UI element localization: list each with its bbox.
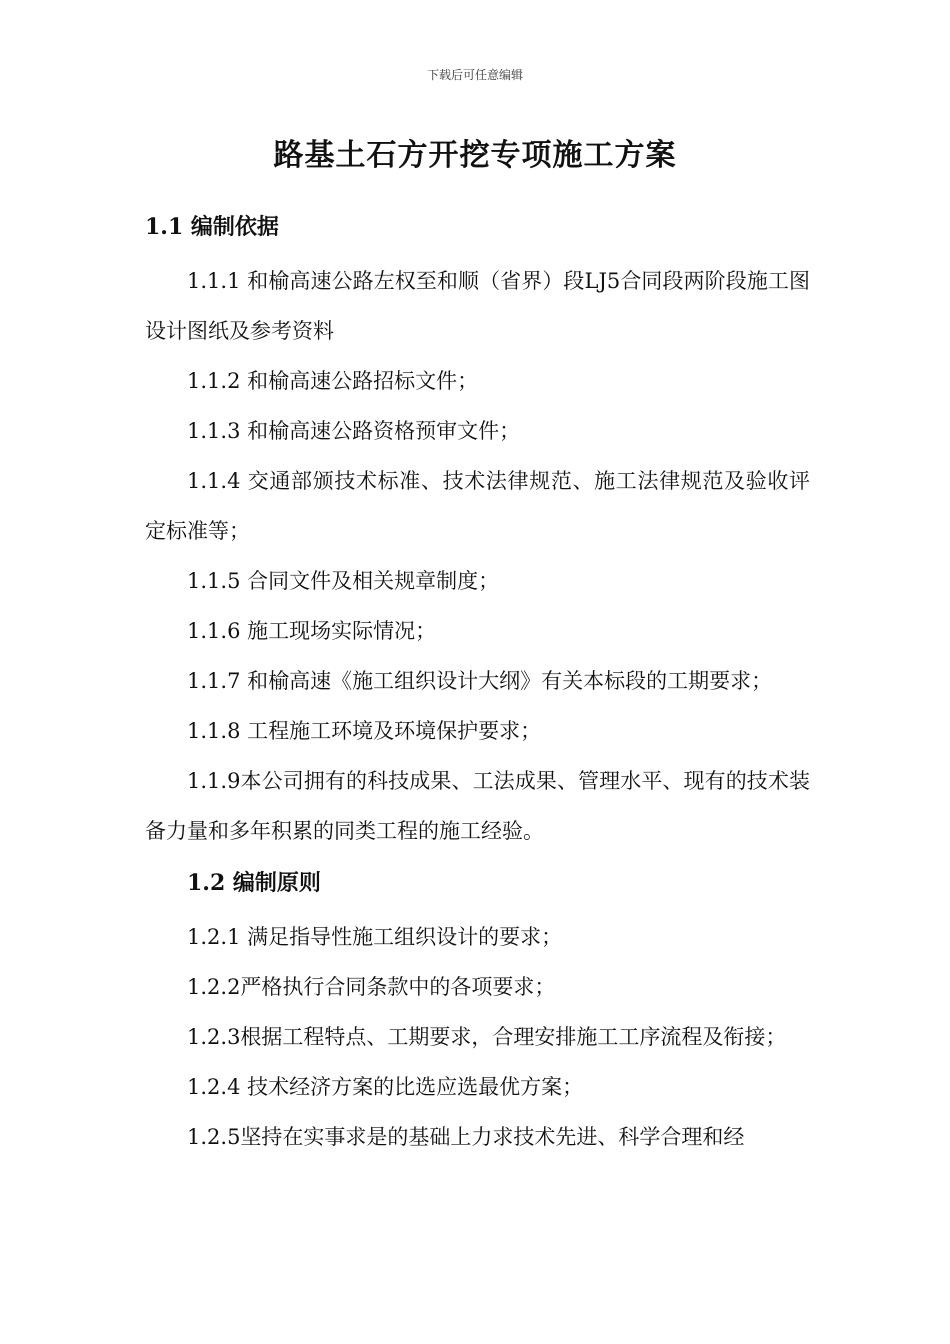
paragraph: 1.1.1 和榆高速公路左权至和顺（省界）段LJ5合同段两阶段施工图设计图纸及参考资料 (145, 269, 810, 343)
document-title: 路基土石方开挖专项施工方案 (273, 138, 677, 173)
page-header-note: 下载后可任意编辑 (426, 68, 523, 82)
document-body (145, 202, 810, 1162)
paragraph: 1.1.4 交通部颁技术标准、技术法律规范、施工法律规范及验收评定标准等； (145, 469, 810, 543)
paragraph: 1.1.3 和榆高速公路资格预审文件； (187, 419, 521, 443)
paragraph: 1.2.5坚持在实事求是的基础上力求技术先进、科学合理和经 (187, 1125, 745, 1149)
paragraph: 1.2.4 技术经济方案的比选应选最优方案； (187, 1075, 584, 1099)
paragraph: 1.2.2严格执行合同条款中的各项要求； (187, 975, 556, 999)
paragraph: 1.1.2 和榆高速公路招标文件； (187, 369, 479, 393)
paragraph: 1.1.9本公司拥有的科技成果、工法成果、管理水平、现有的技术装备力量和多年积累的同类工程的施工经验。 (145, 769, 810, 843)
paragraph: 1.1.7 和榆高速《施工组织设计大纲》有关本标段的工期要求； (187, 669, 773, 693)
section-heading-1-2: 1.2 编制原则 (187, 870, 321, 896)
section-heading-1-1: 1.1 编制依据 (145, 214, 279, 240)
paragraph: 1.1.6 施工现场实际情况； (187, 619, 437, 643)
paragraph: 1.2.3根据工程特点、工期要求，合理安排施工工序流程及衔接； (187, 1025, 787, 1049)
paragraph: 1.2.1 满足指导性施工组织设计的要求； (187, 925, 563, 949)
paragraph: 1.1.8 工程施工环境及环境保护要求； (187, 719, 542, 743)
paragraph: 1.1.5 合同文件及相关规章制度； (187, 569, 500, 593)
